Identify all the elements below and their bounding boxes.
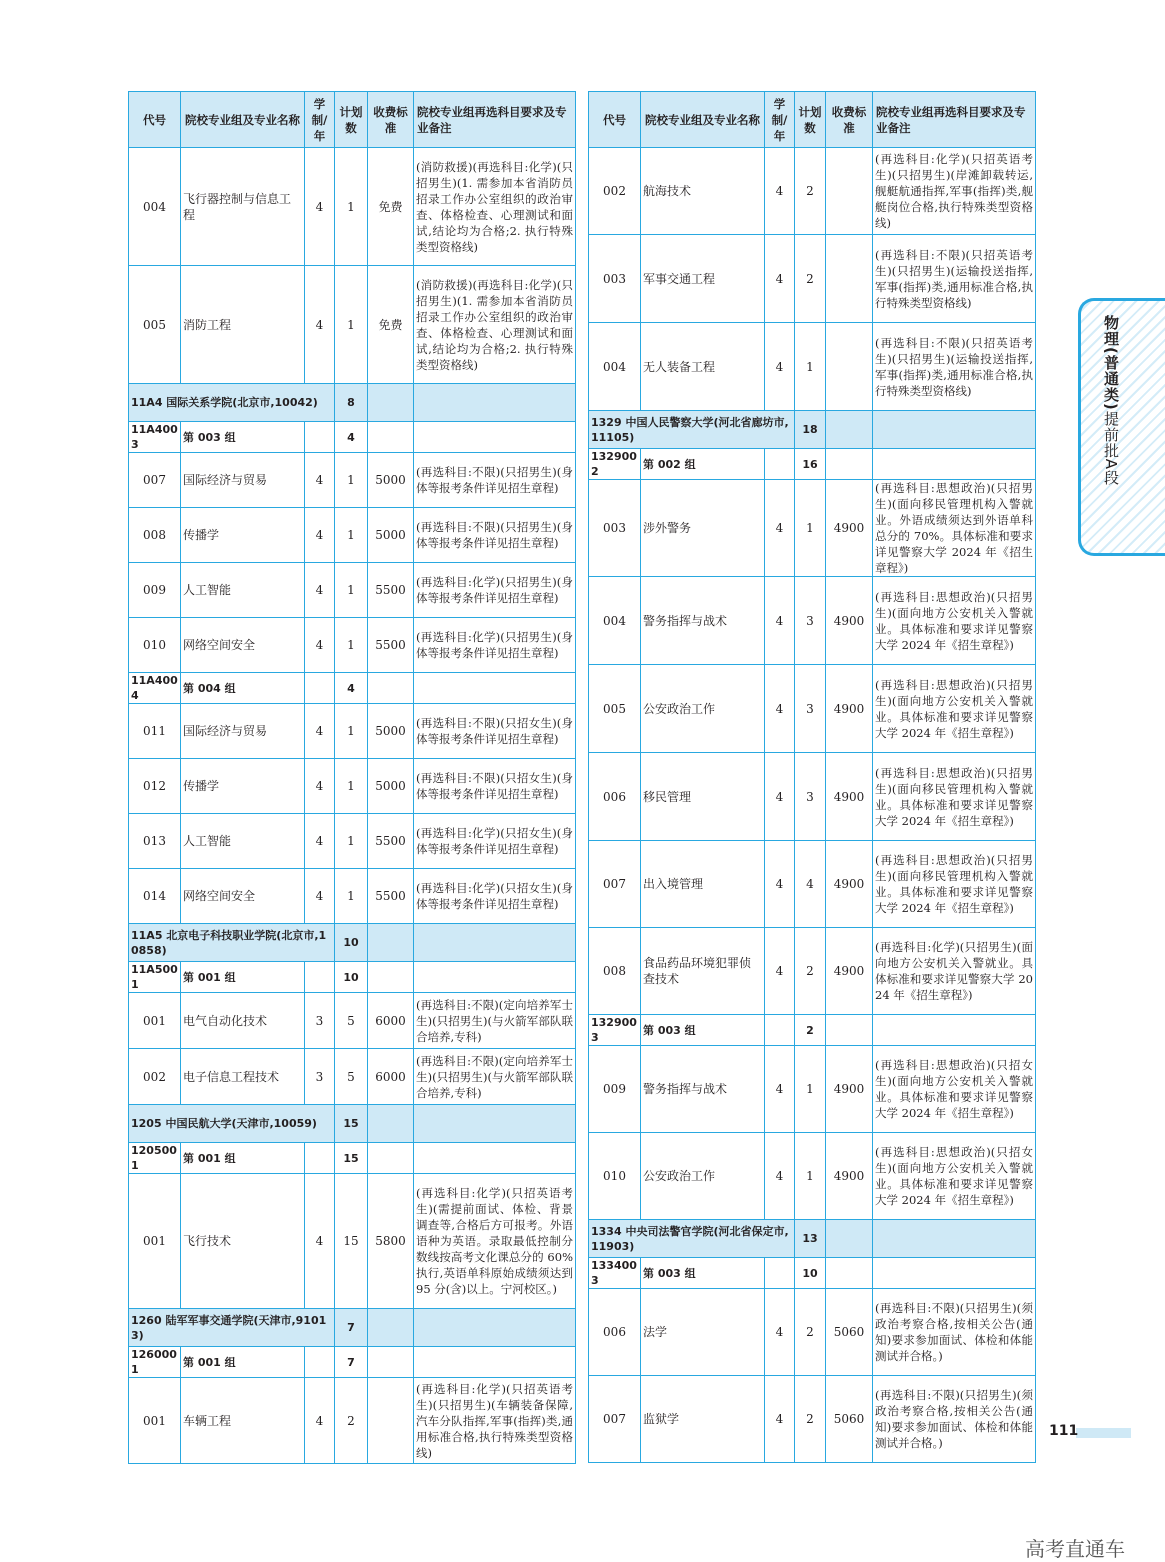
group-remarks-empty: [414, 673, 576, 704]
major-row: [129, 1174, 576, 1309]
group-code: 1329002: [589, 449, 641, 480]
major-code: 013: [129, 814, 181, 869]
table-header-row: [589, 92, 1036, 148]
school-name: 1205 中国民航大学(天津市,10059): [129, 1105, 335, 1143]
major-plan: 15: [335, 1174, 368, 1309]
major-code: 006: [589, 1289, 641, 1376]
major-code: 006: [589, 753, 641, 841]
header-plan: 计划数: [335, 92, 368, 148]
major-code: 014: [129, 869, 181, 924]
school-remarks-empty: [414, 1309, 576, 1347]
group-years-empty: [765, 1015, 795, 1046]
school-remarks-empty: [414, 1105, 576, 1143]
watermark: 高考直通车: [1025, 1537, 1125, 1561]
group-plan-total: 15: [335, 1143, 368, 1174]
header-remarks: 院校专业组再选科目要求及专业备注: [873, 92, 1036, 148]
major-fee: [368, 1378, 414, 1464]
major-fee: 5060: [826, 1289, 873, 1376]
school-name: 11A4 国际关系学院(北京市,10042): [129, 384, 335, 422]
group-fee-empty: [368, 962, 414, 993]
group-code: 1329003: [589, 1015, 641, 1046]
major-row: [129, 759, 576, 814]
major-years: 4: [765, 753, 795, 841]
group-years-empty: [305, 422, 335, 453]
major-code: 009: [129, 563, 181, 618]
major-fee: 5000: [368, 508, 414, 563]
major-years: 4: [765, 841, 795, 928]
major-row: [129, 1049, 576, 1105]
header-remarks: 院校专业组再选科目要求及专业备注: [414, 92, 576, 148]
group-plan-total: 4: [335, 673, 368, 704]
group-remarks-empty: [873, 449, 1036, 480]
major-row: [129, 266, 576, 384]
major-code: 002: [589, 148, 641, 235]
major-plan: 3: [795, 753, 826, 841]
major-years: 3: [305, 1049, 335, 1105]
major-years: 4: [765, 1046, 795, 1133]
major-name: 网络空间安全: [181, 618, 305, 673]
group-plan-total: 7: [335, 1347, 368, 1378]
major-row: [589, 1046, 1036, 1133]
major-name: 公安政治工作: [641, 665, 765, 753]
major-fee: 免费: [368, 266, 414, 384]
group-remarks-empty: [414, 1143, 576, 1174]
major-plan: 5: [335, 993, 368, 1049]
page-number: 111: [1049, 1423, 1079, 1439]
major-years: 4: [305, 266, 335, 384]
header-years: 学制/年: [305, 92, 335, 148]
table-header-row: [129, 92, 576, 148]
major-row: [129, 618, 576, 673]
major-name: 飞行技术: [181, 1174, 305, 1309]
group-name: 第 001 组: [181, 962, 305, 993]
header-years: 学制/年: [765, 92, 795, 148]
major-code: 007: [129, 453, 181, 508]
header-fee: 收费标准: [368, 92, 414, 148]
major-plan: 1: [335, 508, 368, 563]
major-code: 008: [129, 508, 181, 563]
group-fee-empty: [368, 673, 414, 704]
school-plan-total: 7: [335, 1309, 368, 1347]
school-plan-total: 8: [335, 384, 368, 422]
major-remarks: (再选科目:不限)(只招英语考生)(只招男生)(运输投送指挥,军事(指挥)类,通用标准合格,执行特殊类型资格线): [873, 235, 1036, 323]
major-row: [589, 577, 1036, 665]
major-code: 001: [129, 1174, 181, 1309]
group-name: 第 003 组: [181, 422, 305, 453]
school-name: 1334 中央司法警官学院(河北省保定市,11903): [589, 1220, 795, 1258]
group-remarks-empty: [414, 1347, 576, 1378]
major-plan: 1: [335, 266, 368, 384]
major-remarks: (再选科目:不限)(定向培养军士生)(只招男生)(与火箭军部队联合培养,专科): [414, 993, 576, 1049]
group-fee-empty: [368, 1143, 414, 1174]
major-name: 国际经济与贸易: [181, 453, 305, 508]
group-name: 第 002 组: [641, 449, 765, 480]
major-row: [129, 453, 576, 508]
major-plan: 1: [795, 323, 826, 411]
header-code: 代号: [589, 92, 641, 148]
major-name: 车辆工程: [181, 1378, 305, 1464]
major-years: 4: [765, 235, 795, 323]
major-name: 航海技术: [641, 148, 765, 235]
school-plan-total: 18: [795, 411, 826, 449]
group-plan-total: 4: [335, 422, 368, 453]
major-code: 010: [129, 618, 181, 673]
major-remarks: (再选科目:思想政治)(只招男生)(面向移民管理机构入警就业。具体标准和要求详见警察大学 2024 年《招生章程》): [873, 753, 1036, 841]
major-years: 4: [305, 563, 335, 618]
group-remarks-empty: [414, 422, 576, 453]
major-years: 4: [305, 453, 335, 508]
major-fee: [826, 235, 873, 323]
group-code: 11A4004: [129, 673, 181, 704]
major-fee: 5500: [368, 563, 414, 618]
school-fee-empty: [368, 1105, 414, 1143]
group-code: 1260001: [129, 1347, 181, 1378]
major-name: 人工智能: [181, 814, 305, 869]
major-years: 4: [765, 1133, 795, 1220]
major-row: [589, 753, 1036, 841]
header-plan: 计划数: [795, 92, 826, 148]
major-name: 消防工程: [181, 266, 305, 384]
school-remarks-empty: [873, 411, 1036, 449]
major-remarks: (再选科目:化学)(只招男生)(身体等报考条件详见招生章程): [414, 618, 576, 673]
group-row: [129, 1347, 576, 1378]
major-remarks: (再选科目:化学)(只招女生)(身体等报考条件详见招生章程): [414, 814, 576, 869]
major-name: 监狱学: [641, 1376, 765, 1463]
major-code: 011: [129, 704, 181, 759]
group-row: [589, 449, 1036, 480]
major-fee: 4900: [826, 1046, 873, 1133]
major-fee: 5000: [368, 453, 414, 508]
page-number-bar: [1076, 1428, 1131, 1438]
school-fee-empty: [826, 1220, 873, 1258]
major-plan: 3: [795, 665, 826, 753]
group-years-empty: [305, 1143, 335, 1174]
group-years-empty: [305, 1347, 335, 1378]
major-code: 004: [589, 323, 641, 411]
major-fee: 6000: [368, 1049, 414, 1105]
major-code: 005: [129, 266, 181, 384]
major-plan: 1: [335, 869, 368, 924]
major-years: 4: [305, 704, 335, 759]
major-row: [129, 814, 576, 869]
major-name: 国际经济与贸易: [181, 704, 305, 759]
major-row: [589, 323, 1036, 411]
group-years-empty: [765, 1258, 795, 1289]
major-plan: 1: [335, 759, 368, 814]
major-plan: 1: [335, 704, 368, 759]
major-row: [129, 704, 576, 759]
major-row: [589, 480, 1036, 577]
major-fee: 4900: [826, 1133, 873, 1220]
school-row: [589, 411, 1036, 449]
major-name: 电子信息工程技术: [181, 1049, 305, 1105]
major-remarks: (再选科目:化学)(只招英语考生)(需提前面试、体检、背景调查等,合格后方可报考。外语语种为英语。录取最低控制分数线按高考文化课总分的 60% 执行,英语单科原始成绩须达到 95 分(含)以上。宁河校区。): [414, 1174, 576, 1309]
left-admission-table: [128, 91, 576, 1464]
group-name: 第 004 组: [181, 673, 305, 704]
school-plan-total: 15: [335, 1105, 368, 1143]
major-name: 法学: [641, 1289, 765, 1376]
major-name: 电气自动化技术: [181, 993, 305, 1049]
group-row: [129, 422, 576, 453]
right-admission-table: [588, 91, 1036, 1463]
major-name: 涉外警务: [641, 480, 765, 577]
major-years: 3: [305, 993, 335, 1049]
major-years: 4: [765, 928, 795, 1015]
group-row: [129, 1143, 576, 1174]
group-years-empty: [305, 962, 335, 993]
major-code: 004: [589, 577, 641, 665]
major-row: [589, 841, 1036, 928]
major-row: [589, 1289, 1036, 1376]
major-code: 009: [589, 1046, 641, 1133]
major-years: 4: [765, 480, 795, 577]
major-name: 警务指挥与战术: [641, 1046, 765, 1133]
group-remarks-empty: [873, 1258, 1036, 1289]
major-row: [129, 869, 576, 924]
group-fee-empty: [368, 422, 414, 453]
major-remarks: (再选科目:不限)(只招男生)(须政治考察合格,按相关公告(通知)要求参加面试、体检和体能测试并合格。): [873, 1289, 1036, 1376]
group-remarks-empty: [873, 1015, 1036, 1046]
major-remarks: (再选科目:不限)(只招男生)(须政治考察合格,按相关公告(通知)要求参加面试、体检和体能测试并合格。): [873, 1376, 1036, 1463]
group-name: 第 001 组: [181, 1347, 305, 1378]
major-fee: [826, 148, 873, 235]
group-remarks-empty: [414, 962, 576, 993]
school-name: 1260 陆军军事交通学院(天津市,91013): [129, 1309, 335, 1347]
group-fee-empty: [368, 1347, 414, 1378]
major-name: 警务指挥与战术: [641, 577, 765, 665]
major-fee: 5000: [368, 759, 414, 814]
major-row: [589, 235, 1036, 323]
major-remarks: (再选科目:化学)(只招英语考生)(只招男生)(车辆装备保障,汽车分队指挥,军事(指挥)类,通用标准合格,执行特殊类型资格线): [414, 1378, 576, 1464]
major-remarks: (再选科目:化学)(只招男生)(面向地方公安机关入警就业。具体标准和要求详见警察大学 2024 年《招生章程》): [873, 928, 1036, 1015]
major-years: 4: [765, 1289, 795, 1376]
major-code: 001: [129, 1378, 181, 1464]
major-fee: 4900: [826, 928, 873, 1015]
major-name: 食品药品环境犯罪侦查技术: [641, 928, 765, 1015]
major-fee: 5500: [368, 814, 414, 869]
major-plan: 1: [795, 1133, 826, 1220]
major-remarks: (再选科目:不限)(定向培养军士生)(只招男生)(与火箭军部队联合培养,专科): [414, 1049, 576, 1105]
major-code: 003: [589, 235, 641, 323]
major-remarks: (再选科目:思想政治)(只招男生)(面向地方公安机关入警就业。具体标准和要求详见警察大学 2024 年《招生章程》): [873, 665, 1036, 753]
group-code: 11A5001: [129, 962, 181, 993]
group-years-empty: [765, 449, 795, 480]
major-fee: 5060: [826, 1376, 873, 1463]
group-fee-empty: [826, 449, 873, 480]
major-row: [129, 1378, 576, 1464]
major-fee: 4900: [826, 753, 873, 841]
group-code: 1205001: [129, 1143, 181, 1174]
major-plan: 1: [335, 453, 368, 508]
header-name: 院校专业组及专业名称: [181, 92, 305, 148]
major-plan: 1: [335, 148, 368, 266]
side-tab-normal: 提前批A段: [1102, 410, 1120, 486]
major-name: 传播学: [181, 508, 305, 563]
major-plan: 3: [795, 577, 826, 665]
school-row: [129, 1309, 576, 1347]
major-remarks: (再选科目:思想政治)(只招男生)(面向地方公安机关入警就业。具体标准和要求详见警察大学 2024 年《招生章程》): [873, 577, 1036, 665]
major-row: [589, 928, 1036, 1015]
group-plan-total: 10: [335, 962, 368, 993]
major-name: 飞行器控制与信息工程: [181, 148, 305, 266]
major-name: 公安政治工作: [641, 1133, 765, 1220]
major-remarks: (再选科目:化学)(只招男生)(身体等报考条件详见招生章程): [414, 563, 576, 618]
group-plan-total: 16: [795, 449, 826, 480]
major-row: [589, 1133, 1036, 1220]
section-side-tab: [1078, 298, 1165, 556]
major-plan: 2: [335, 1378, 368, 1464]
major-years: 4: [765, 323, 795, 411]
side-tab-bold: 物理(普通类): [1102, 315, 1120, 411]
major-remarks: (消防救援)(再选科目:化学)(只招男生)(1. 需参加本省消防员招录工作办公室组织的政治审查、体格检查、心理测试和面试,结论均为合格;2. 执行特殊类型资格线): [414, 266, 576, 384]
major-code: 010: [589, 1133, 641, 1220]
major-plan: 2: [795, 148, 826, 235]
major-code: 003: [589, 480, 641, 577]
major-years: 4: [305, 1378, 335, 1464]
major-plan: 2: [795, 235, 826, 323]
header-code: 代号: [129, 92, 181, 148]
school-fee-empty: [368, 924, 414, 962]
major-row: [129, 148, 576, 266]
major-plan: 1: [335, 618, 368, 673]
school-plan-total: 13: [795, 1220, 826, 1258]
major-plan: 1: [795, 1046, 826, 1133]
major-code: 002: [129, 1049, 181, 1105]
school-fee-empty: [368, 384, 414, 422]
major-remarks: (再选科目:不限)(只招女生)(身体等报考条件详见招生章程): [414, 759, 576, 814]
major-remarks: (再选科目:思想政治)(只招女生)(面向地方公安机关入警就业。具体标准和要求详见警察大学 2024 年《招生章程》): [873, 1046, 1036, 1133]
major-row: [129, 508, 576, 563]
header-fee: 收费标准: [826, 92, 873, 148]
major-code: 001: [129, 993, 181, 1049]
header-name: 院校专业组及专业名称: [641, 92, 765, 148]
school-row: [589, 1220, 1036, 1258]
major-plan: 1: [335, 563, 368, 618]
major-name: 网络空间安全: [181, 869, 305, 924]
major-fee: 5500: [368, 869, 414, 924]
major-fee: 5000: [368, 704, 414, 759]
major-years: 4: [305, 148, 335, 266]
major-row: [129, 993, 576, 1049]
major-years: 4: [305, 759, 335, 814]
major-fee: 免费: [368, 148, 414, 266]
major-fee: 5500: [368, 618, 414, 673]
group-row: [589, 1258, 1036, 1289]
major-name: 传播学: [181, 759, 305, 814]
major-name: 军事交通工程: [641, 235, 765, 323]
major-fee: 5800: [368, 1174, 414, 1309]
major-fee: 4900: [826, 665, 873, 753]
major-remarks: (再选科目:化学)(只招女生)(身体等报考条件详见招生章程): [414, 869, 576, 924]
group-row: [589, 1015, 1036, 1046]
major-name: 出入境管理: [641, 841, 765, 928]
school-name: 1329 中国人民警察大学(河北省廊坊市,11105): [589, 411, 795, 449]
school-row: [129, 1105, 576, 1143]
major-name: 人工智能: [181, 563, 305, 618]
major-code: 007: [589, 1376, 641, 1463]
major-plan: 1: [335, 814, 368, 869]
school-row: [129, 384, 576, 422]
major-remarks: (再选科目:不限)(只招英语考生)(只招男生)(运输投送指挥,军事(指挥)类,通用标准合格,执行特殊类型资格线): [873, 323, 1036, 411]
group-code: 11A4003: [129, 422, 181, 453]
group-name: 第 001 组: [181, 1143, 305, 1174]
school-plan-total: 10: [335, 924, 368, 962]
major-fee: [826, 323, 873, 411]
side-tab-label: [1101, 315, 1122, 486]
major-remarks: (再选科目:不限)(只招男生)(身体等报考条件详见招生章程): [414, 453, 576, 508]
group-plan-total: 2: [795, 1015, 826, 1046]
major-plan: 4: [795, 841, 826, 928]
major-fee: 6000: [368, 993, 414, 1049]
major-row: [129, 563, 576, 618]
major-plan: 2: [795, 1376, 826, 1463]
major-years: 4: [765, 577, 795, 665]
major-remarks: (再选科目:思想政治)(只招男生)(面向移民管理机构入警就业。外语成绩须达到外语单科总分的 70%。具体标准和要求详见警察大学 2024 年《招生章程》): [873, 480, 1036, 577]
major-code: 012: [129, 759, 181, 814]
group-fee-empty: [826, 1015, 873, 1046]
major-row: [589, 148, 1036, 235]
major-remarks: (再选科目:不限)(只招女生)(身体等报考条件详见招生章程): [414, 704, 576, 759]
major-years: 4: [305, 869, 335, 924]
school-fee-empty: [368, 1309, 414, 1347]
major-years: 4: [765, 665, 795, 753]
major-fee: 4900: [826, 841, 873, 928]
major-code: 005: [589, 665, 641, 753]
major-name: 移民管理: [641, 753, 765, 841]
school-remarks-empty: [414, 924, 576, 962]
group-code: 1334003: [589, 1258, 641, 1289]
group-years-empty: [305, 673, 335, 704]
major-years: 4: [305, 1174, 335, 1309]
major-code: 008: [589, 928, 641, 1015]
school-fee-empty: [826, 411, 873, 449]
major-code: 004: [129, 148, 181, 266]
major-remarks: (消防救援)(再选科目:化学)(只招男生)(1. 需参加本省消防员招录工作办公室组织的政治审查、体格检查、心理测试和面试,结论均为合格;2. 执行特殊类型资格线): [414, 148, 576, 266]
group-fee-empty: [826, 1258, 873, 1289]
major-years: 4: [305, 618, 335, 673]
major-remarks: (再选科目:思想政治)(只招男生)(面向移民管理机构入警就业。具体标准和要求详见警察大学 2024 年《招生章程》): [873, 841, 1036, 928]
major-row: [589, 1376, 1036, 1463]
group-name: 第 003 组: [641, 1015, 765, 1046]
major-plan: 5: [335, 1049, 368, 1105]
group-plan-total: 10: [795, 1258, 826, 1289]
major-remarks: (再选科目:思想政治)(只招女生)(面向地方公安机关入警就业。具体标准和要求详见警察大学 2024 年《招生章程》): [873, 1133, 1036, 1220]
school-remarks-empty: [414, 384, 576, 422]
major-plan: 1: [795, 480, 826, 577]
major-remarks: (再选科目:化学)(只招英语考生)(只招男生)(岸滩卸载转运,舰艇航通指挥,军事(指挥)类,舰艇岗位合格,执行特殊类型资格线): [873, 148, 1036, 235]
major-years: 4: [765, 148, 795, 235]
major-fee: 4900: [826, 577, 873, 665]
major-years: 4: [765, 1376, 795, 1463]
major-plan: 2: [795, 1289, 826, 1376]
group-row: [129, 962, 576, 993]
major-remarks: (再选科目:不限)(只招男生)(身体等报考条件详见招生章程): [414, 508, 576, 563]
school-row: [129, 924, 576, 962]
major-plan: 2: [795, 928, 826, 1015]
major-row: [589, 665, 1036, 753]
school-name: 11A5 北京电子科技职业学院(北京市,10858): [129, 924, 335, 962]
group-name: 第 003 组: [641, 1258, 765, 1289]
major-fee: 4900: [826, 480, 873, 577]
major-years: 4: [305, 814, 335, 869]
school-remarks-empty: [873, 1220, 1036, 1258]
group-row: [129, 673, 576, 704]
major-years: 4: [305, 508, 335, 563]
major-code: 007: [589, 841, 641, 928]
major-name: 无人装备工程: [641, 323, 765, 411]
